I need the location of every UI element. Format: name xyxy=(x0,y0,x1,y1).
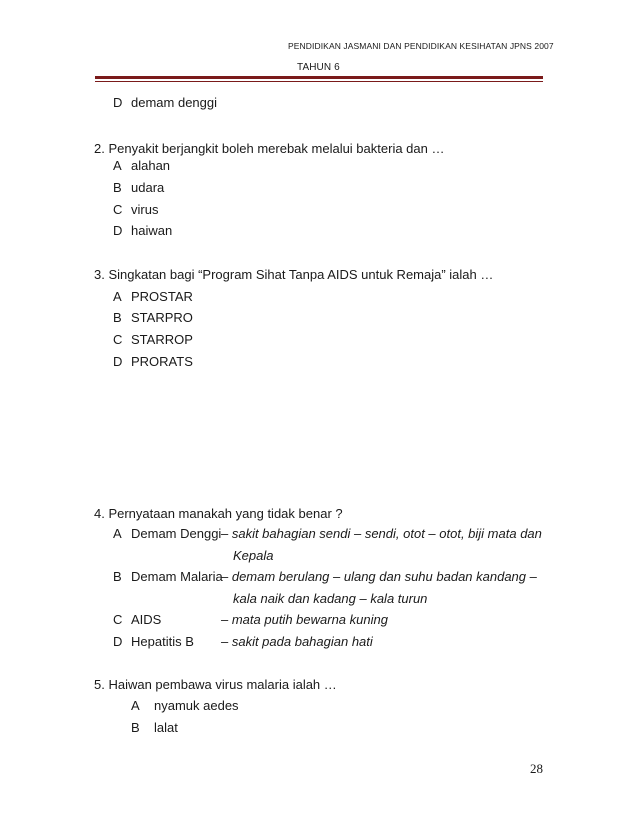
q3-option-text: STARROP xyxy=(131,332,193,347)
q2-option-letter: C xyxy=(113,202,123,217)
header-rule-thin xyxy=(95,81,543,82)
question-4: 4. Pernyataan manakah yang tidak benar ? xyxy=(94,506,343,521)
q2-option-text: virus xyxy=(131,202,159,217)
q4-option-term: AIDS xyxy=(131,612,162,627)
q3-option-letter: D xyxy=(113,354,123,369)
page-number: 28 xyxy=(530,761,543,776)
q3-option-letter: C xyxy=(113,332,123,347)
q3-option-letter: B xyxy=(113,310,122,325)
q4-option-desc-cont: Kepala xyxy=(233,548,274,563)
q2-option-letter: D xyxy=(113,223,123,238)
q3-option-letter: A xyxy=(113,289,122,304)
q4-option-desc: – sakit pada bahagian hati xyxy=(221,634,373,649)
q4-option-desc: – mata putih bewarna kuning xyxy=(221,612,388,627)
header-title: PENDIDIKAN JASMANI DAN PENDIDIKAN KESIHATAN JPNS 2007 xyxy=(288,41,554,51)
q4-option-term: Demam Malaria xyxy=(131,569,223,584)
question-3: 3. Singkatan bagi “Program Sihat Tanpa AIDS untuk Remaja” ialah … xyxy=(94,267,494,282)
q5-option-letter: B xyxy=(131,720,140,735)
q2-option-text: udara xyxy=(131,180,165,195)
q1-option-text: demam denggi xyxy=(131,95,217,110)
q4-option-desc: – sakit bahagian sendi – sendi, otot – otot, biji mata dan xyxy=(221,526,542,541)
q4-option-desc: – demam berulang – ulang dan suhu badan kandang – xyxy=(221,569,537,584)
question-5: 5. Haiwan pembawa virus malaria ialah … xyxy=(94,677,337,692)
q4-option-letter: B xyxy=(113,569,122,584)
q5-option-text: nyamuk aedes xyxy=(154,698,239,713)
header-subtitle: TAHUN 6 xyxy=(297,62,340,73)
q3-option-text: STARPRO xyxy=(131,310,193,325)
header-rule-thick xyxy=(95,76,543,79)
q4-option-letter: A xyxy=(113,526,122,541)
q4-option-letter: C xyxy=(113,612,123,627)
q2-option-text: haiwan xyxy=(131,223,173,238)
q5-option-text: lalat xyxy=(154,720,178,735)
q4-option-term: Hepatitis B xyxy=(131,634,194,649)
q2-option-text: alahan xyxy=(131,158,171,173)
q4-option-letter: D xyxy=(113,634,123,649)
q4-option-term: Demam Denggi xyxy=(131,526,222,541)
q3-option-text: PROSTAR xyxy=(131,289,193,304)
q2-option-letter: A xyxy=(113,158,122,173)
q2-option-letter: B xyxy=(113,180,122,195)
q3-option-text: PRORATS xyxy=(131,354,193,369)
question-2: 2. Penyakit berjangkit boleh merebak melalui bakteria dan … xyxy=(94,141,445,156)
q1-option-letter: D xyxy=(113,95,123,110)
q4-option-desc-cont: kala naik dan kadang – kala turun xyxy=(233,591,428,606)
q5-option-letter: A xyxy=(131,698,140,713)
